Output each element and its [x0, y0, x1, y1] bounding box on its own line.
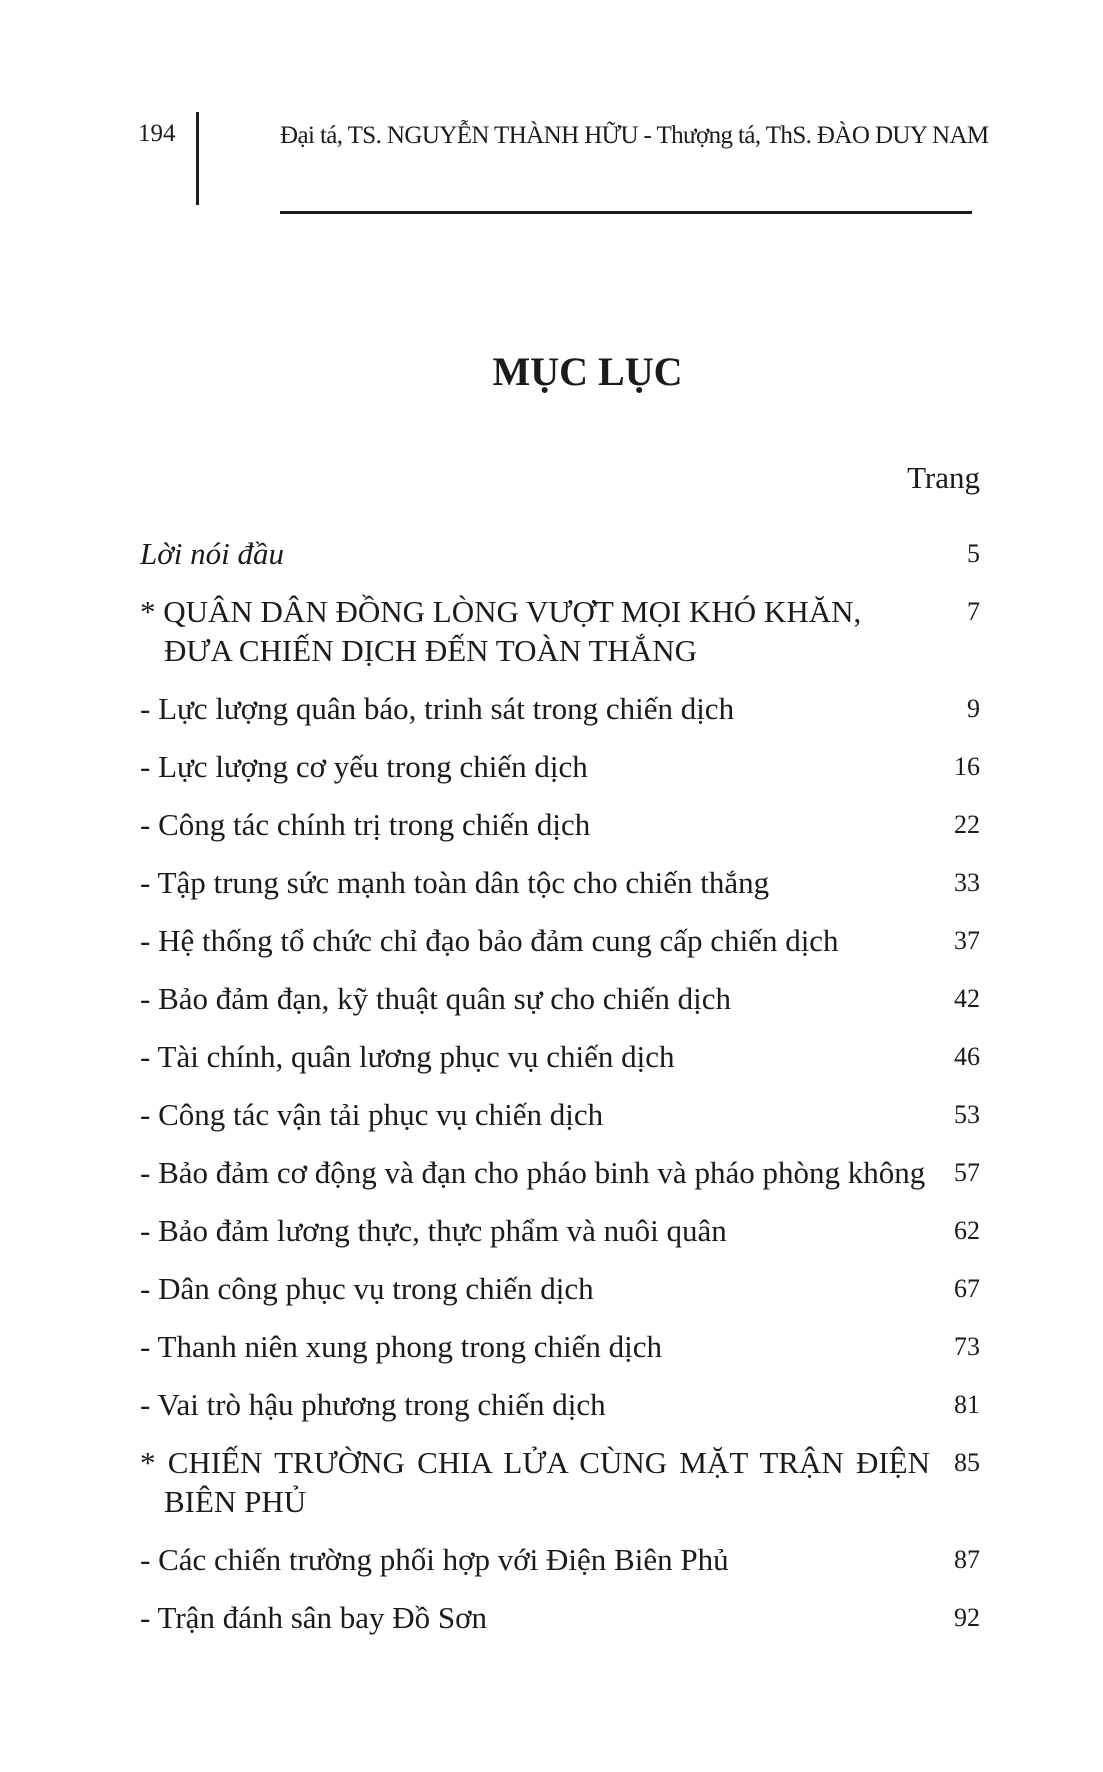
toc-entry-page: 85	[954, 1448, 980, 1477]
toc-entry-title: - Thanh niên xung phong trong chiến dịch	[140, 1329, 663, 1364]
toc-entry-page: 46	[954, 1042, 980, 1071]
toc-entry-title: - Công tác chính trị trong chiến dịch	[140, 807, 591, 842]
toc-entry-title: - Các chiến trường phối hợp với Điện Biên Phủ	[140, 1542, 729, 1577]
toc-entry-page: 53	[954, 1100, 980, 1129]
toc-entry-title: - Tài chính, quân lương phục vụ chiến dịch	[140, 1039, 675, 1074]
toc-entry-title: - Lực lượng quân báo, trinh sát trong chiến dịch	[140, 691, 735, 726]
toc-entry	[140, 1037, 980, 1076]
toc-entry-title: - Bảo đảm đạn, kỹ thuật quân sự cho chiến dịch	[140, 981, 732, 1016]
toc-entry	[140, 1327, 980, 1366]
toc-entry-title: - Tập trung sức mạnh toàn dân tộc cho chiến thắng	[140, 865, 770, 900]
toc-entry-page: 62	[954, 1216, 980, 1245]
toc-entry-page: 37	[954, 926, 980, 955]
toc-entry-page: 9	[967, 694, 980, 723]
toc-entry	[140, 1153, 980, 1192]
toc-entry	[140, 979, 980, 1018]
header-divider	[196, 112, 199, 205]
toc-entry-page: 57	[954, 1158, 980, 1187]
toc-entry	[140, 921, 980, 960]
toc-entry-title: - Công tác vận tải phục vụ chiến dịch	[140, 1097, 604, 1132]
toc-entry-page: 22	[954, 810, 980, 839]
toc-entry	[140, 747, 980, 786]
toc-entry-title: * QUÂN DÂN ĐỒNG LÒNG VƯỢT MỌI KHÓ KHĂN, ĐƯA CHIẾN DỊCH ĐẾN TOÀN THẮNG	[140, 594, 862, 668]
toc-entry-title: - Vai trò hậu phương trong chiến dịch	[140, 1387, 606, 1422]
toc-entry	[140, 805, 980, 844]
toc-entry	[140, 534, 980, 573]
running-title: Đại tá, TS. NGUYỄN THÀNH HỮU - Thượng tá, ThS. ĐÀO DUY NAM	[280, 122, 989, 149]
toc-entry-title: - Hệ thống tổ chức chỉ đạo bảo đảm cung cấp chiến dịch	[140, 923, 839, 958]
toc-entry	[140, 863, 980, 902]
page-title: MỤC LỤC	[492, 349, 683, 394]
toc-entry-title: - Lực lượng cơ yếu trong chiến dịch	[140, 749, 588, 784]
toc-entry-title: - Trận đánh sân bay Đồ Sơn	[140, 1600, 488, 1635]
page-column-label: Trang	[907, 460, 980, 495]
toc-entry-title: - Dân công phục vụ trong chiến dịch	[140, 1271, 594, 1306]
toc-entry	[140, 592, 980, 670]
toc-entry-page: 81	[954, 1390, 980, 1419]
toc-entry	[140, 1598, 980, 1637]
page-number: 194	[138, 120, 176, 147]
toc-entry-title: - Bảo đảm cơ động và đạn cho pháo binh và pháo phòng không	[140, 1155, 926, 1190]
toc-entry	[140, 1443, 980, 1521]
toc-entry-page: 67	[954, 1274, 980, 1303]
toc-entry	[140, 1095, 980, 1134]
toc-entry-page: 7	[967, 597, 980, 626]
toc-entry-page: 92	[954, 1603, 980, 1632]
toc-entry	[140, 1385, 980, 1424]
toc-entry	[140, 1269, 980, 1308]
toc-entry-page: 87	[954, 1545, 980, 1574]
table-of-contents	[140, 534, 980, 1656]
toc-entry	[140, 689, 980, 728]
toc-entry	[140, 1540, 980, 1579]
toc-entry-page: 42	[954, 984, 980, 1013]
toc-entry-page: 33	[954, 868, 980, 897]
toc-entry-title: * CHIẾN TRƯỜNG CHIA LỬA CÙNG MẶT TRẬN ĐIỆN BIÊN PHỦ	[140, 1445, 930, 1519]
header-underline	[280, 211, 972, 214]
toc-entry-title: Lời nói đầu	[140, 536, 285, 571]
toc-entry-page: 16	[954, 752, 980, 781]
toc-entry-page: 73	[954, 1332, 980, 1361]
toc-entry-page: 5	[967, 539, 980, 568]
toc-entry-title: - Bảo đảm lương thực, thực phẩm và nuôi quân	[140, 1213, 727, 1248]
toc-entry	[140, 1211, 980, 1250]
